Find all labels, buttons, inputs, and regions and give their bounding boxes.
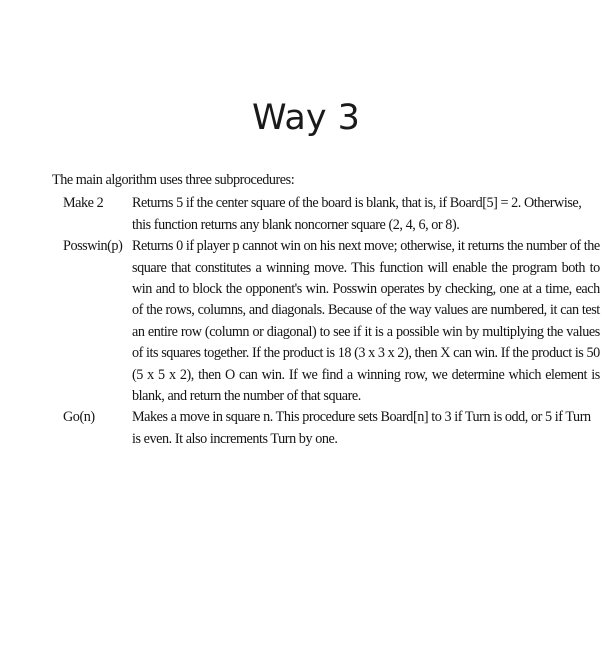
description-line: is even. It also increments Turn by one. xyxy=(132,430,338,447)
description-line: Makes a move in square n. This procedure sets Board[n] to 3 if Turn is odd, or 5 if Turn xyxy=(132,409,591,426)
term-posswin: Posswin(p) xyxy=(63,238,123,255)
description-line: an entire row (column or diagonal) to see if it is a possible win by multiplying the values xyxy=(132,323,600,340)
description-line: win and to block the opponent's win. Posswin operates by checking, one at a time, each xyxy=(132,281,600,298)
description-line: of its squares together. If the product is 18 (3 x 3 x 2), then X can win. If the product is 50 xyxy=(132,345,600,362)
intro-text: The main algorithm uses three subprocedures: xyxy=(52,172,295,188)
description-line: blank, and return the number of that square. xyxy=(132,388,361,405)
term-make-2: Make 2 xyxy=(63,195,104,212)
description-line: Returns 0 if player p cannot win on his next move; otherwise, it returns the number of the xyxy=(132,238,600,255)
description-line: Returns 5 if the center square of the board is blank, that is, if Board[5] = 2. Otherwise, xyxy=(132,195,582,212)
term-go: Go(n) xyxy=(63,409,95,426)
definition-make-2 xyxy=(52,193,582,236)
description-posswin xyxy=(132,236,600,407)
scanned-text-block xyxy=(52,170,600,450)
description-line: square that constitutes a winning move. This function will enable the program both to xyxy=(132,259,600,276)
description-go xyxy=(132,407,591,450)
definition-go xyxy=(52,407,591,450)
description-line: of the rows, columns, and diagonals. Because of the way values are numbered, it can test xyxy=(132,302,600,319)
description-line: (5 x 5 x 2), then O can win. If we find a winning row, we determine which element is xyxy=(132,366,600,383)
slide-title: Way 3 xyxy=(252,98,360,138)
definition-posswin xyxy=(52,236,600,407)
description-make-2 xyxy=(132,193,581,236)
description-line: this function returns any blank noncorner square (2, 4, 6, or 8). xyxy=(132,216,460,233)
